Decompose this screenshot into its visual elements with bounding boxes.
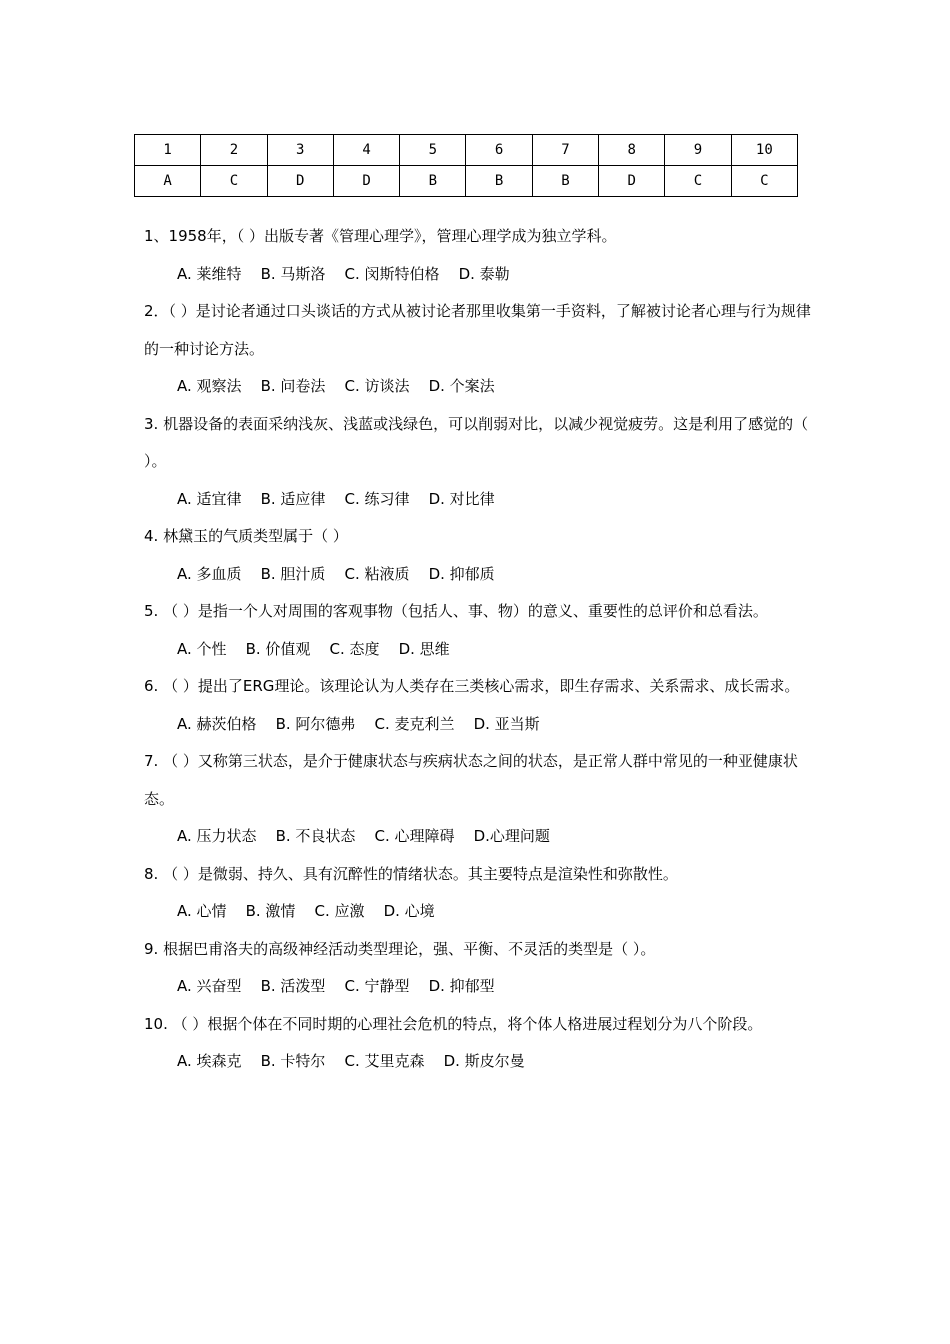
answer-key-number: 7: [532, 135, 598, 166]
answer-key-number: 10: [731, 135, 797, 166]
answer-key-answer: B: [400, 166, 466, 197]
question-options: A. 心情 B. 激情 C. 应激 D. 心境: [177, 902, 435, 920]
question-options: A. 观察法 B. 问卷法 C. 访谈法 D. 个案法: [177, 377, 495, 395]
answer-key-number: 5: [400, 135, 466, 166]
answer-key-answer: D: [599, 166, 665, 197]
question-options: A. 压力状态 B. 不良状态 C. 心理障碍 D.心理问题: [177, 827, 550, 845]
answer-key-number: 1: [135, 135, 201, 166]
question-text: 7. （ ）又称第三状态，是介于健康状态与疾病状态之间的状态，是正常人群中常见的一种亚健康状态。: [144, 752, 798, 808]
question-text: 10. （ ）根据个体在不同时期的心理社会危机的特点，将个体人格进展过程划分为八个阶段。: [144, 1014, 763, 1033]
question-text: 4. 林黛玉的气质类型属于（ ）: [144, 527, 348, 545]
question-list: [144, 218, 814, 1081]
question-text: 1、1958年，（ ）出版专著《管理心理学》，管理心理学成为独立学科。: [144, 227, 617, 245]
answer-key-answer: C: [731, 166, 797, 197]
question-text: 5. （ ）是指一个人对周围的客观事物（包括人、事、物）的意义、重要性的总评价和总看法。: [144, 602, 768, 620]
question-item: [144, 518, 814, 593]
answer-key-number: 2: [201, 135, 267, 166]
question-options: A. 个性 B. 价值观 C. 态度 D. 思维: [177, 639, 450, 658]
question-item: [144, 743, 814, 856]
question-item: [144, 593, 814, 668]
question-text: 9. 根据巴甫洛夫的高级神经活动类型理论，强、平衡、不灵活的类型是（ ）。: [144, 939, 656, 958]
question-item: [144, 931, 814, 1006]
question-item: [144, 856, 814, 931]
answer-key-answer: D: [333, 166, 399, 197]
question-options: A. 埃森克 B. 卡特尔 C. 艾里克森 D. 斯皮尔曼: [177, 1052, 525, 1070]
answer-key-number: 3: [267, 135, 333, 166]
answer-key-number: 9: [665, 135, 731, 166]
question-item: [144, 293, 814, 406]
question-item: [144, 668, 814, 743]
answer-key-answer: C: [665, 166, 731, 197]
answer-key-answer-row: [135, 166, 798, 197]
answer-key-number: 8: [599, 135, 665, 166]
question-item: [144, 406, 814, 519]
question-text: 2．（ ）是讨论者通过口头谈话的方式从被讨论者那里收集第一手资料，了解被讨论者心理与行为规律的一种讨论方法。: [144, 302, 811, 358]
question-text: 3. 机器设备的表面采纳浅灰、浅蓝或浅绿色，可以削弱对比，以减少视觉疲劳。这是利用了感觉的（ ）。: [144, 414, 809, 470]
question-item: [144, 218, 814, 293]
question-text: 6. （ ）提出了ERG理论。该理论认为人类存在三类核心需求，即生存需求、关系需求、成长需求。: [144, 677, 800, 695]
question-item: [144, 1006, 814, 1081]
answer-key-answer: D: [267, 166, 333, 197]
question-text: 8. （ ）是微弱、持久、具有沉醉性的情绪状态。其主要特点是渲染性和弥散性。: [144, 864, 678, 883]
answer-key-answer: A: [135, 166, 201, 197]
question-options: A. 适宜律 B. 适应律 C. 练习律 D. 对比律: [177, 489, 495, 508]
answer-key-answer: B: [466, 166, 532, 197]
answer-key-table: [134, 134, 798, 197]
question-options: A. 兴奋型 B. 活泼型 C. 宁静型 D. 抑郁型: [177, 977, 495, 995]
answer-key-answer: C: [201, 166, 267, 197]
answer-key-number: 4: [333, 135, 399, 166]
question-options: A. 赫茨伯格 B. 阿尔德弗 C. 麦克利兰 D. 亚当斯: [177, 714, 540, 733]
answer-key-answer: B: [532, 166, 598, 197]
answer-key-number: 6: [466, 135, 532, 166]
question-options: A. 莱维特 B. 马斯洛 C. 闵斯特伯格 D. 泰勒: [177, 264, 510, 283]
answer-key-number-row: [135, 135, 798, 166]
question-options: A. 多血质 B. 胆汁质 C. 粘液质 D. 抑郁质: [177, 564, 495, 583]
